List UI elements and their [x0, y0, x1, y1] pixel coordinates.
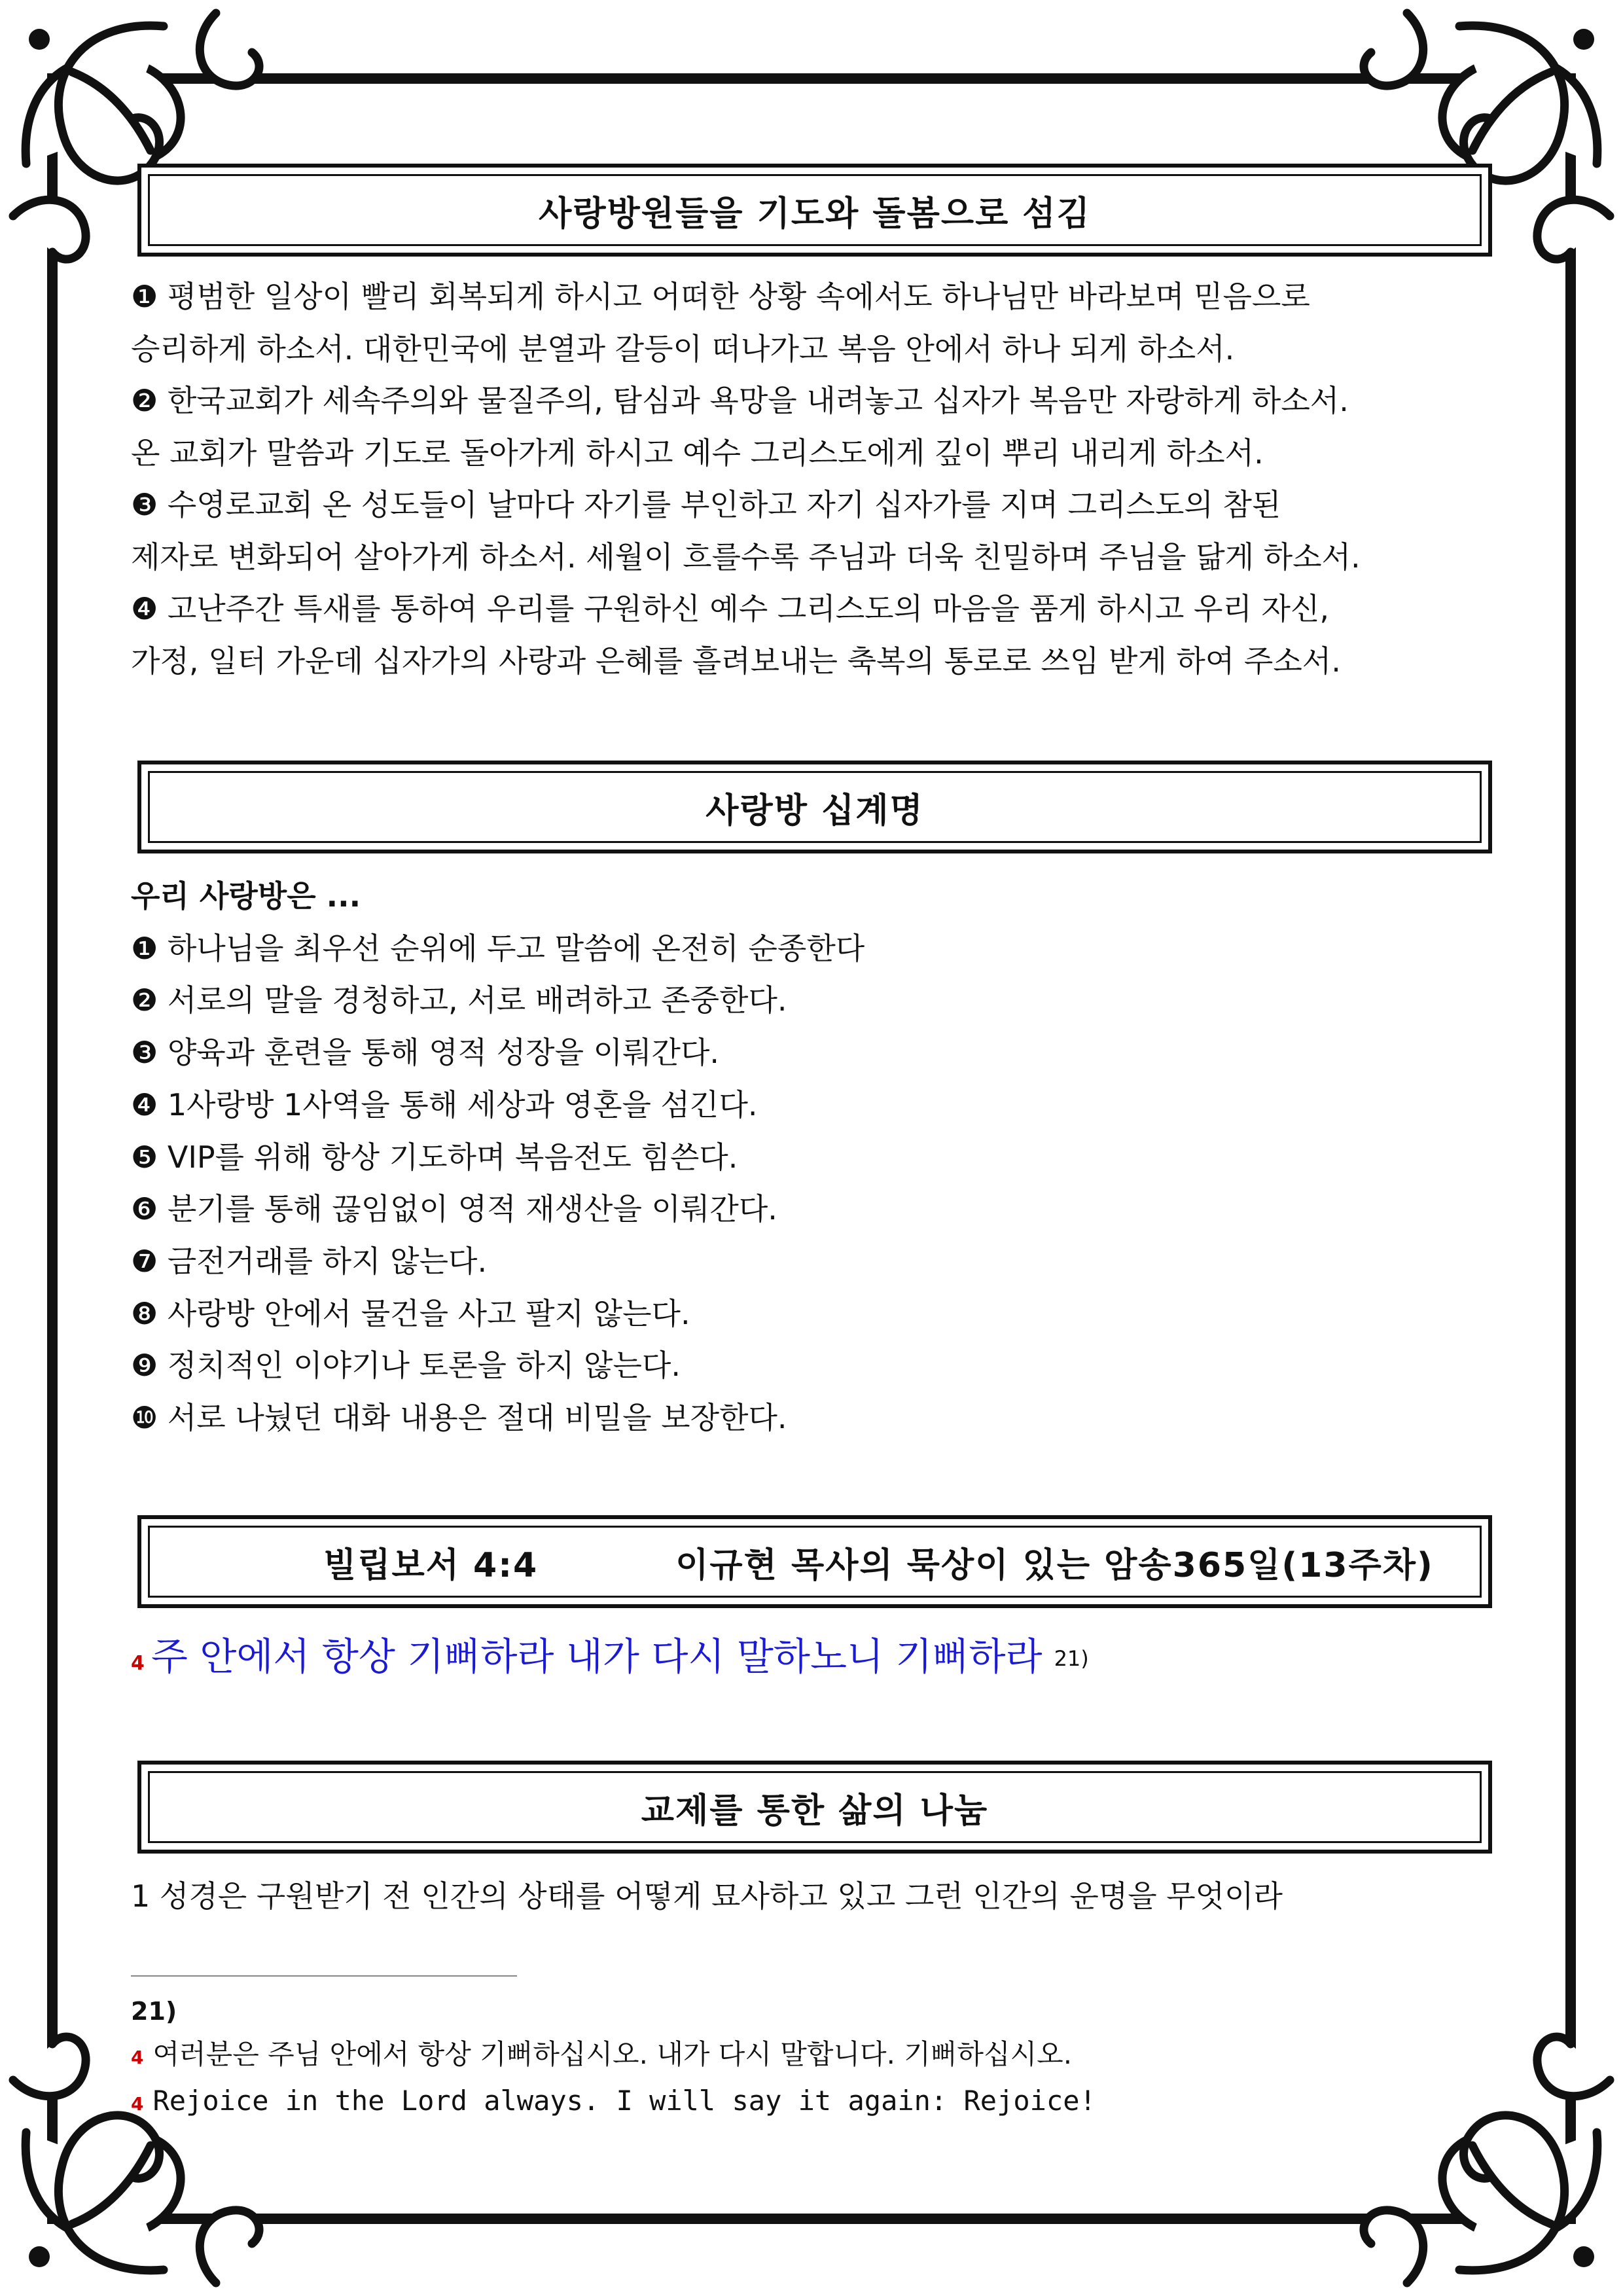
sharing-question: 1 성경은 구원받기 전 인간의 상태를 어떻게 묘사하고 있고 그런 인간의 운명을 무엇이라: [131, 1878, 1283, 1914]
section-header-commandments: [137, 761, 1492, 853]
commandments-lead: 우리 사랑방은 ...: [131, 878, 361, 914]
memory-verse: [131, 1626, 1089, 1681]
prayer-line: ❸ 수영로교회 온 성도들이 날마다 자기를 부인하고 자기 십자가를 지며 그리스도의 참된: [131, 487, 1281, 522]
verse-series-title: 이규현 목사의 묵상이 있는 암송365일(13주차): [675, 1545, 1434, 1585]
commandments-list: [131, 870, 1499, 1444]
prayer-line: ❹ 고난주간 특새를 통하여 우리를 구원하신 예수 그리스도의 마음을 품게 하시고 우리 자신,: [131, 591, 1330, 626]
prayer-list: [131, 271, 1499, 687]
verse-number: 4: [131, 1652, 145, 1675]
footnote-divider: [131, 1975, 517, 1977]
commandment-item: ❹ 1사랑방 1사역을 통해 세상과 영혼을 섬긴다.: [131, 1086, 758, 1122]
footnote-verse-number: 4: [131, 2047, 144, 2068]
footnote-reference[interactable]: 21): [1054, 1646, 1089, 1671]
commandment-item: ❼ 금전거래를 하지 않는다.: [131, 1243, 488, 1279]
verse-text: 주 안에서 항상 기뻐하라 내가 다시 말하노니 기뻐하라: [151, 1634, 1043, 1679]
prayer-line: ❷ 한국교회가 세속주의와 물질주의, 탐심과 욕망을 내려놓고 십자가 복음만 자랑하게 하소서.: [131, 383, 1349, 418]
commandment-item: ❻ 분기를 통해 끊임없이 영적 재생산을 이뤄간다.: [131, 1191, 777, 1227]
footnote-text: 여러분은 주님 안에서 항상 기뻐하십시오. 내가 다시 말합니다. 기뻐하십시오.: [152, 2038, 1073, 2070]
section-header-prayer: [137, 164, 1492, 257]
footnote-line-english: [131, 2079, 1096, 2126]
commandment-item: ❿ 서로 나눴던 대화 내용은 절대 비밀을 보장한다.: [131, 1400, 787, 1436]
footnotes: [131, 1990, 1096, 2126]
footnote-verse-number: 4: [131, 2093, 144, 2115]
footnote-text: Rejoice in the Lord always. I will say it again: Rejoice!: [152, 2085, 1096, 2117]
prayer-line: 가정, 일터 가운데 십자가의 사랑과 은혜를 흘려보내는 축복의 통로로 쓰임 받게 하여 주소서.: [131, 643, 1341, 679]
verse-reference: 빌립보서 4:4: [323, 1545, 539, 1585]
prayer-line: 온 교회가 말씀과 기도로 돌아가게 하시고 예수 그리스도에게 깊이 뿌리 내리게 하소서.: [131, 435, 1264, 471]
commandment-item: ❷ 서로의 말을 경청하고, 서로 배려하고 존중한다.: [131, 982, 787, 1018]
section-title-prayer: 사랑방원들을 기도와 돌봄으로 섬김: [148, 174, 1482, 246]
commandment-item: ❶ 하나님을 최우선 순위에 두고 말씀에 온전히 순종한다: [131, 930, 865, 966]
commandment-item: ❾ 정치적인 이야기나 토론을 하지 않는다.: [131, 1348, 681, 1384]
section-title-commandments: 사랑방 십계명: [148, 771, 1482, 843]
footnote-line-korean: [131, 2033, 1096, 2079]
section-header-verse: [137, 1515, 1492, 1608]
corner-ornament-bottom-right: [1364, 2037, 1610, 2283]
section-header-sharing: [137, 1761, 1492, 1854]
prayer-line: 승리하게 하소서. 대한민국에 분열과 갈등이 떠나가고 복음 안에서 하나 되게 하소서.: [131, 331, 1235, 367]
commandment-item: ❽ 사랑방 안에서 물건을 사고 팔지 않는다.: [131, 1295, 690, 1331]
prayer-line: ❶ 평범한 일상이 빨리 회복되게 하시고 어떠한 상황 속에서도 하나님만 바라보며 믿음으로: [131, 279, 1310, 314]
footnote-mark: 21): [131, 1997, 177, 2026]
commandment-item: ❸ 양육과 훈련을 통해 영적 성장을 이뤄간다.: [131, 1035, 720, 1071]
section-title-sharing: 교제를 통한 삶의 나눔: [148, 1771, 1482, 1843]
commandment-item: ❺ VIP를 위해 항상 기도하며 복음전도 힘쓴다.: [131, 1139, 738, 1175]
prayer-line: 제자로 변화되어 살아가게 하소서. 세월이 흐를수록 주님과 더욱 친밀하며 주님을 닮게 하소서.: [131, 539, 1361, 575]
